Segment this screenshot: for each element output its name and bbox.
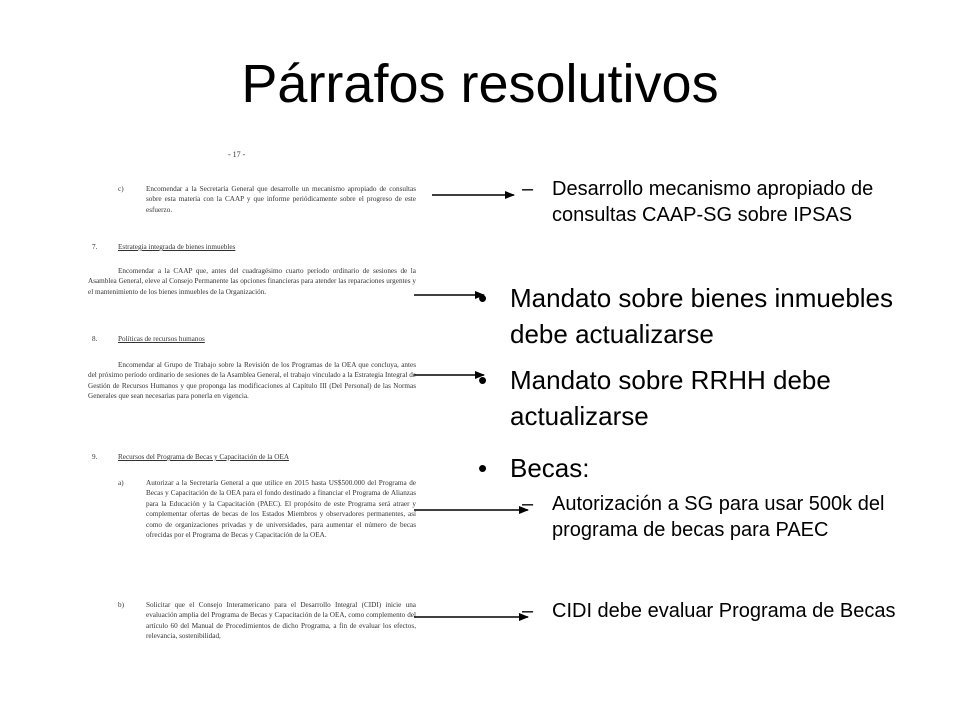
section-heading: Políticas de recursos humanos: [118, 335, 205, 343]
section-number: 7.: [92, 243, 98, 251]
section-number: 8.: [92, 335, 98, 343]
bullet-marker: •: [478, 453, 488, 483]
section-heading: Recursos del Programa de Becas y Capacitación de la OEA: [118, 453, 290, 461]
sub-bullet: [522, 598, 922, 624]
sub-bullet: [522, 176, 922, 228]
bullet-text: CIDI debe evaluar Programa de Becas: [552, 600, 896, 622]
paragraph-9a: Autorizar a la Secretaría General a que utilice en 2015 hasta US$500.000 del Programa de Becas y Capacitación de la OEA para el fondo destinado a financiar el Programa de Alianzas para la Educación y la Capacitación (PAEC). El propósito de este Programa será atraer y complementar ofertas de becas de los Estados Miembros y observadores permanentes, así como de organizaciones privadas y de universidades, para aumentar el número de becas ofrecidas por el Programa de Becas y Capacitación de la OEA.: [146, 479, 416, 540]
slide-title: Párrafos resolutivos: [241, 54, 719, 114]
bullet-text: Becas:: [510, 453, 590, 483]
paragraph-7: Encomendar a la CAAP que, antes del cuadragésimo cuarto período ordinario de sesiones de la Asamblea General, eleve al Consejo Permanente las opciones financieras para atender las reparaciones urgentes y el mantenimiento de los bienes inmuebles de la Organización.: [88, 267, 416, 296]
paragraph-8: Encomendar al Grupo de Trabajo sobre la Revisión de los Programas de la OEA que concluya, antes del próximo período ordinario de sesiones de la Asamblea General, el trabajo vinculado a la Estrategia Integral de Gestión de Recursos Humanos y que proponga las modificaciones al Capítulo III (Del Personal) de las Normas Generales que sean necesarias para ponerla en vigencia.: [88, 361, 416, 401]
bullet-marker: •: [478, 365, 488, 395]
section-number: 9.: [92, 453, 98, 461]
paragraph-9b: Solicitar que el Consejo Interamericano para el Desarrollo Integral (CIDI) inicie una evaluación amplia del Programa de Becas y Capacitación de la OEA, como complemento del artículo 60 del Manual de Procedimientos de dicho Programa, a fin de evaluar los efectos, relevancia, sostenibilidad,: [146, 601, 416, 641]
bullet-text: Desarrollo mecanismo apropiado de consultas CAAP-SG sobre IPSAS: [552, 178, 874, 226]
bullet-list: [470, 0, 940, 720]
paragraph-c: Encomendar a la Secretaría General que desarrolle un mecanismo apropiado de consultas sobre esta materia con la CAAP y que informe periódicamente sobre el progreso de este esfuerzo.: [146, 185, 416, 214]
dash-marker: –: [522, 178, 534, 200]
bullet-text: Autorización a SG para usar 500k del programa de becas para PAEC: [552, 493, 885, 541]
sub-bullet: [522, 491, 922, 543]
bullet-marker: •: [478, 283, 488, 313]
bullet-text: Mandato sobre RRHH debe actualizarse: [510, 365, 831, 431]
item-number: b): [118, 601, 124, 609]
item-number: a): [118, 479, 124, 487]
bullet: [478, 450, 928, 486]
bullet: [478, 362, 928, 434]
dash-marker: –: [522, 600, 534, 622]
section-heading: Estrategia integrada de bienes inmuebles: [118, 243, 236, 251]
bullet: [478, 280, 928, 352]
page-number: - 17 -: [228, 150, 246, 159]
dash-marker: –: [522, 493, 534, 515]
bullet-text: Mandato sobre bienes inmuebles debe actualizarse: [510, 283, 894, 349]
item-number: c): [118, 185, 124, 193]
